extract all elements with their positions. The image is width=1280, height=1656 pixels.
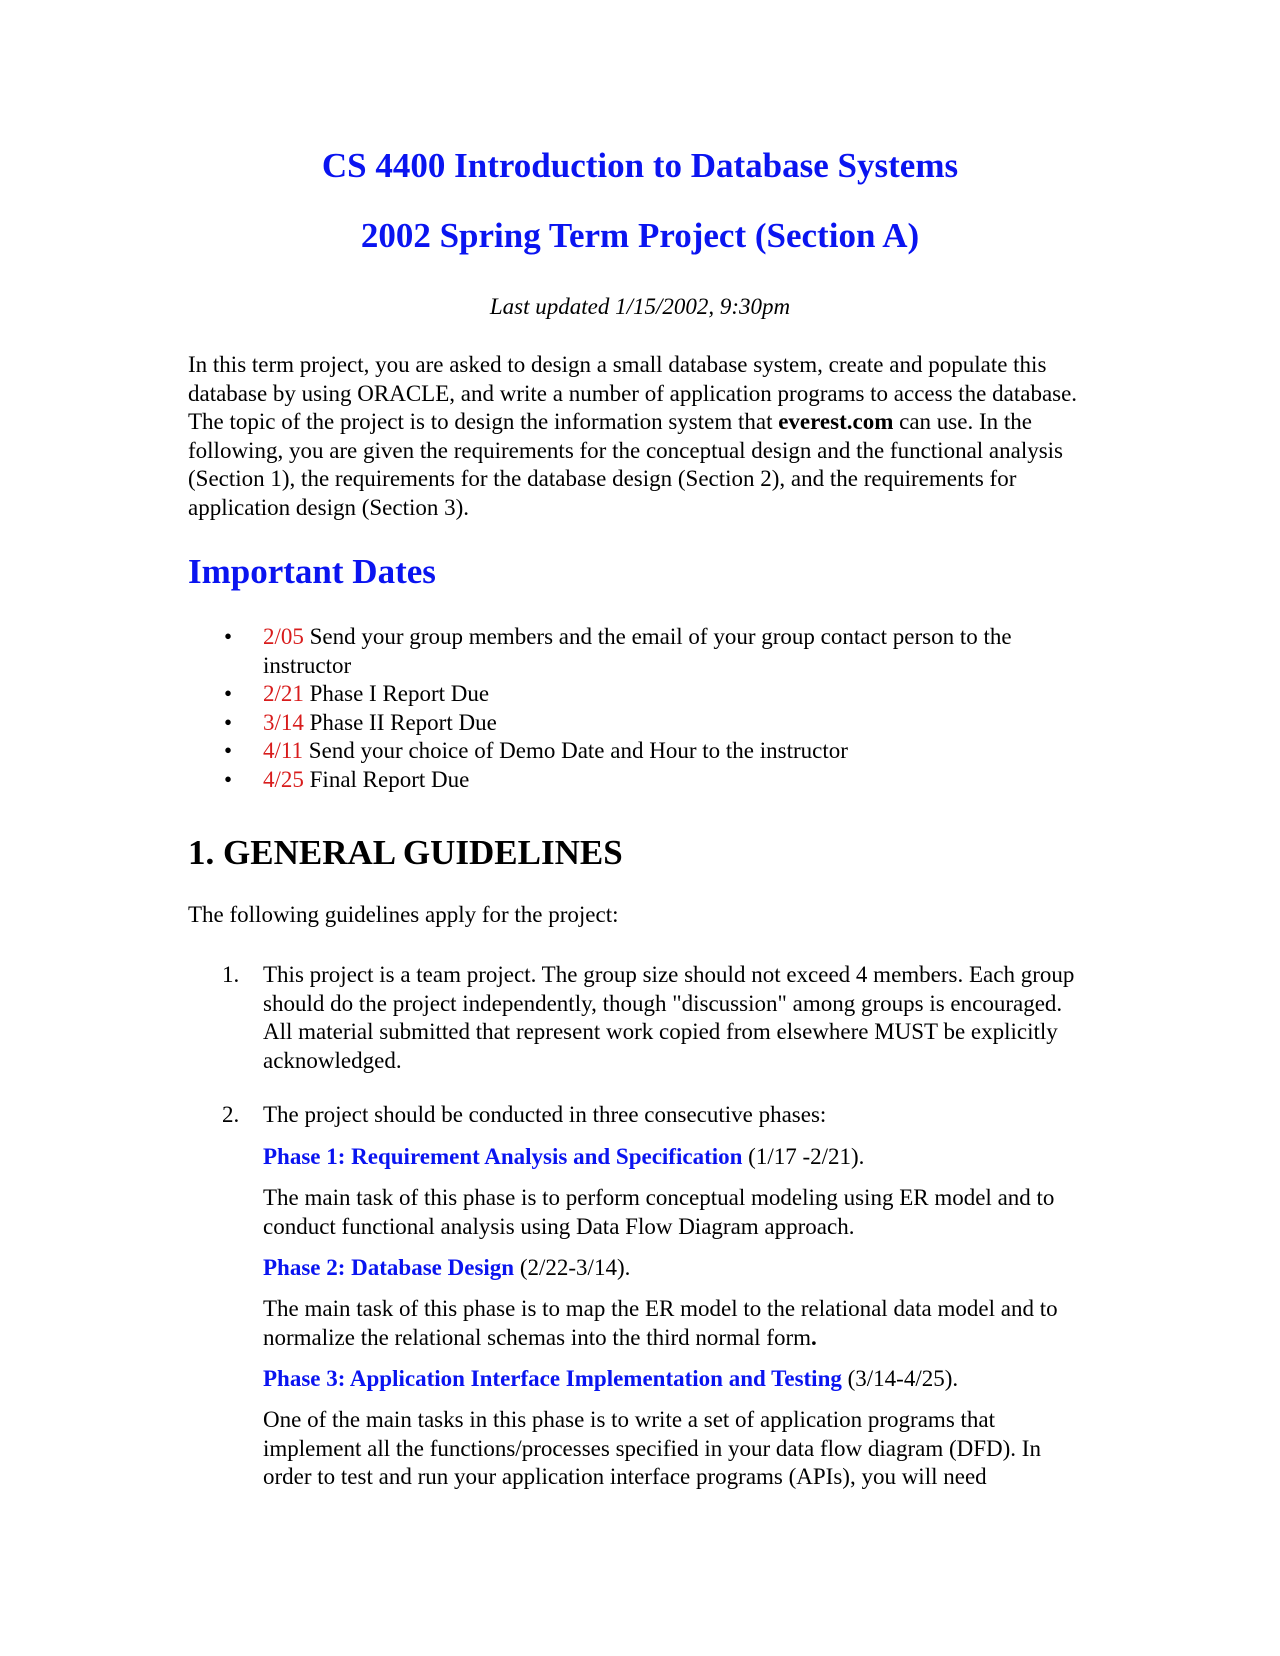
list-item xyxy=(188,709,1088,738)
important-dates-heading: Important Dates xyxy=(188,552,436,591)
important-dates-list xyxy=(188,623,1088,794)
date-label: 2/21 xyxy=(263,681,304,706)
date-text: Phase II Report Due xyxy=(303,709,497,735)
intro-text-b: can use. In the following, you are given the requirements for the conceptual design and the functional analysis (Section 1), the requirements for the database design (Section 2), and the requirements for application design (Section 3). xyxy=(188,409,1064,520)
date-label: 2/05 xyxy=(263,624,304,649)
general-guidelines-heading: 1. GENERAL GUIDELINES xyxy=(188,833,623,872)
date-text: Final Report Due xyxy=(303,766,470,792)
bullet-icon: • xyxy=(224,709,233,735)
last-updated: Last updated 1/15/2002, 9:30pm xyxy=(489,294,791,319)
phase-3-dates: (3/14-4/25). xyxy=(841,1366,959,1391)
phase-1-label: Phase 1: Requirement Analysis and Specification xyxy=(263,1144,743,1169)
date-label: 4/25 xyxy=(263,766,304,792)
phase-2-label: Phase 2: Database Design xyxy=(263,1255,515,1280)
bullet-icon: • xyxy=(224,624,233,649)
date-label: 4/11 xyxy=(263,738,304,763)
phase-2-description xyxy=(263,1295,1089,1352)
phase-1-title xyxy=(263,1143,1089,1172)
bullet-icon: • xyxy=(224,738,233,763)
phase-2-desc-end: . xyxy=(811,1324,817,1350)
list-item xyxy=(188,766,1088,795)
phase-3-title xyxy=(263,1365,1089,1394)
guidelines-intro: The following guidelines apply for the project: xyxy=(188,902,619,927)
list-item xyxy=(188,623,1088,680)
list-item xyxy=(188,737,1088,766)
intro-text-a: In this term project, you are asked to design a small database system, create and populate this database by using ORACLE, and write a number of application programs to access the database. The topic of the project is to design the information system that xyxy=(188,352,1078,434)
intro-site-name: everest.com xyxy=(778,409,894,434)
title-project: 2002 Spring Term Project (Section A) xyxy=(360,216,920,255)
phase-1-dates: (1/17 -2/21). xyxy=(742,1144,865,1169)
phase-2-desc-text: The main task of this phase is to map the ER model to the relational data model and to normalize the relational schemas into the third normal form xyxy=(263,1296,1058,1350)
phase-2-title xyxy=(263,1254,1089,1283)
intro-paragraph xyxy=(188,351,1088,522)
date-text: Phase I Report Due xyxy=(303,681,490,706)
phase-2-dates: (2/22-3/14). xyxy=(514,1255,631,1280)
phase-3-description: One of the main tasks in this phase is to write a set of application programs that implement all the functions/processes specified in your data flow diagram (DFD). In order to test and run your application interface programs (APIs), you will need xyxy=(263,1407,1041,1489)
bullet-icon: • xyxy=(224,681,233,706)
date-label: 3/14 xyxy=(263,709,304,735)
guideline-phases: The project should be conducted in three consecutive phases: xyxy=(263,1102,827,1127)
title-course: CS 4400 Introduction to Database Systems xyxy=(321,146,959,185)
date-text: Send your group members and the email of your group contact person to the instructor xyxy=(263,624,1012,678)
list-item xyxy=(188,680,1088,709)
date-text: Send your choice of Demo Date and Hour to the instructor xyxy=(303,738,848,763)
phase-1-description: The main task of this phase is to perform conceptual modeling using ER model and to conduct functional analysis using Data Flow Diagram approach. xyxy=(263,1185,1055,1239)
phase-3-label: Phase 3: Application Interface Implementation and Testing xyxy=(263,1366,842,1391)
guideline-team-project: This project is a team project. The group size should not exceed 4 members. Each group should do the project independently, though "discussion" among groups is encouraged. All material submitted that represent work copied from elsewhere MUST be explicitly acknowledged. xyxy=(263,962,1075,1073)
item-number: 2. xyxy=(222,1102,240,1127)
item-number: 1. xyxy=(222,962,240,987)
bullet-icon: • xyxy=(224,766,233,792)
